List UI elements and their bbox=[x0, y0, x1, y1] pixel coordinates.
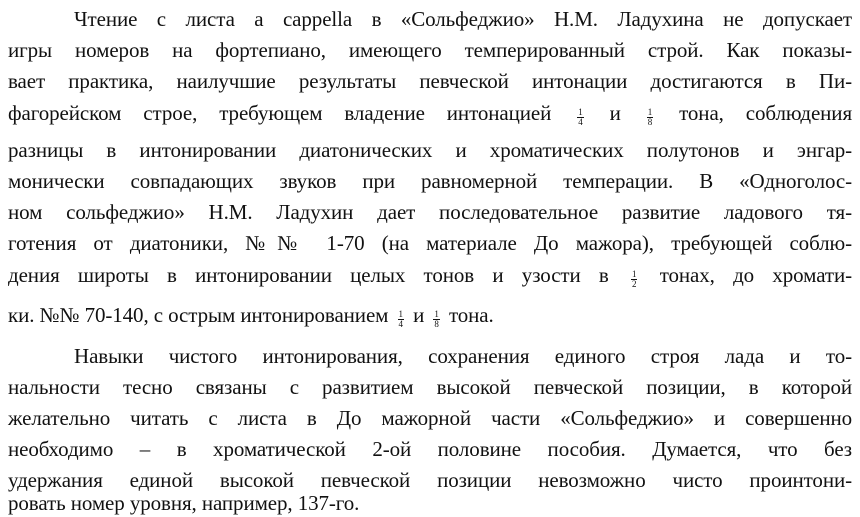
paragraph-1-line-4 bbox=[8, 100, 852, 126]
fraction-numerator: 1 bbox=[647, 106, 653, 117]
line-9-text-b: тонах, до хромати- bbox=[659, 263, 852, 287]
fraction-one-quarter bbox=[577, 108, 583, 127]
paragraph-1-line-9 bbox=[8, 262, 852, 288]
paragraph-1-line-10 bbox=[8, 302, 852, 328]
fraction-denominator: 4 bbox=[578, 116, 583, 127]
fraction-one-eighth bbox=[647, 108, 653, 127]
fraction-one-eighth bbox=[433, 310, 439, 329]
line-4-text-b: и bbox=[609, 101, 621, 125]
fraction-numerator: 1 bbox=[632, 268, 637, 279]
line-9-text-a: дения широты в интонировании целых тонов и узости в bbox=[8, 263, 609, 287]
paragraph-2-line-3: желательно читать с листа в До мажорной части «Сольфеджио» и совершенно bbox=[8, 406, 852, 430]
line-10-text-a: ки. №№ 70-140, с острым интонированием bbox=[8, 303, 389, 327]
fraction-denominator: 4 bbox=[398, 318, 403, 329]
paragraph-2-line-6: ровать номер уровня, например, 137-го. bbox=[8, 491, 360, 515]
paragraph-1-line-8: готения от диатоники, №№ 1-70 (на материале До мажора), требующей соблю- bbox=[8, 231, 852, 255]
line-10-text-c: тона. bbox=[448, 303, 494, 327]
paragraph-1-line-5: разницы в интонировании диатонических и хроматических полутонов и энгар- bbox=[8, 138, 852, 162]
paragraph-2-line-1: Навыки чистого интонирования, сохранения единого строя лада и то- bbox=[74, 344, 852, 368]
fraction-numerator: 1 bbox=[434, 308, 439, 319]
paragraph-1-line-7: ном сольфеджио» Н.М. Ладухин дает последовательное развитие ладового тя- bbox=[8, 200, 852, 224]
paragraph-1-line-6: монически совпадающих звуков при равномерной темперации. В «Одноголос- bbox=[8, 169, 852, 193]
fraction-numerator: 1 bbox=[578, 106, 583, 117]
fraction-denominator: 8 bbox=[647, 116, 653, 127]
line-4-text-a: фагорейском строе, требующем владение интонацией bbox=[8, 101, 552, 125]
paragraph-2-line-5: удержания единой высокой певческой позиции невозможно чисто проинтони- bbox=[8, 468, 852, 492]
fraction-denominator: 2 bbox=[632, 278, 637, 289]
fraction-one-half bbox=[631, 270, 637, 289]
fraction-denominator: 8 bbox=[434, 318, 439, 329]
line-4-text-c: тона, соблюдения bbox=[679, 101, 853, 125]
fraction-numerator: 1 bbox=[398, 308, 403, 319]
paragraph-2-line-2: нальности тесно связаны с развитием высокой певческой позиции, в которой bbox=[8, 375, 852, 399]
paragraph-1-line-1: Чтение с листа a cappella в «Сольфеджио» Н.М. Ладухина не допускает bbox=[74, 7, 852, 31]
fraction-one-quarter bbox=[398, 310, 404, 329]
paragraph-1-line-3: вает практика, наилучшие результаты певческой интонации достигаются в Пи- bbox=[8, 69, 852, 93]
paragraph-2-line-4: необходимо – в хроматической 2-ой половине пособия. Думается, что без bbox=[8, 437, 852, 461]
line-10-text-b: и bbox=[413, 303, 425, 327]
paragraph-1-line-2: игры номеров на фортепиано, имеющего темперированный строй. Как показы- bbox=[8, 38, 852, 62]
